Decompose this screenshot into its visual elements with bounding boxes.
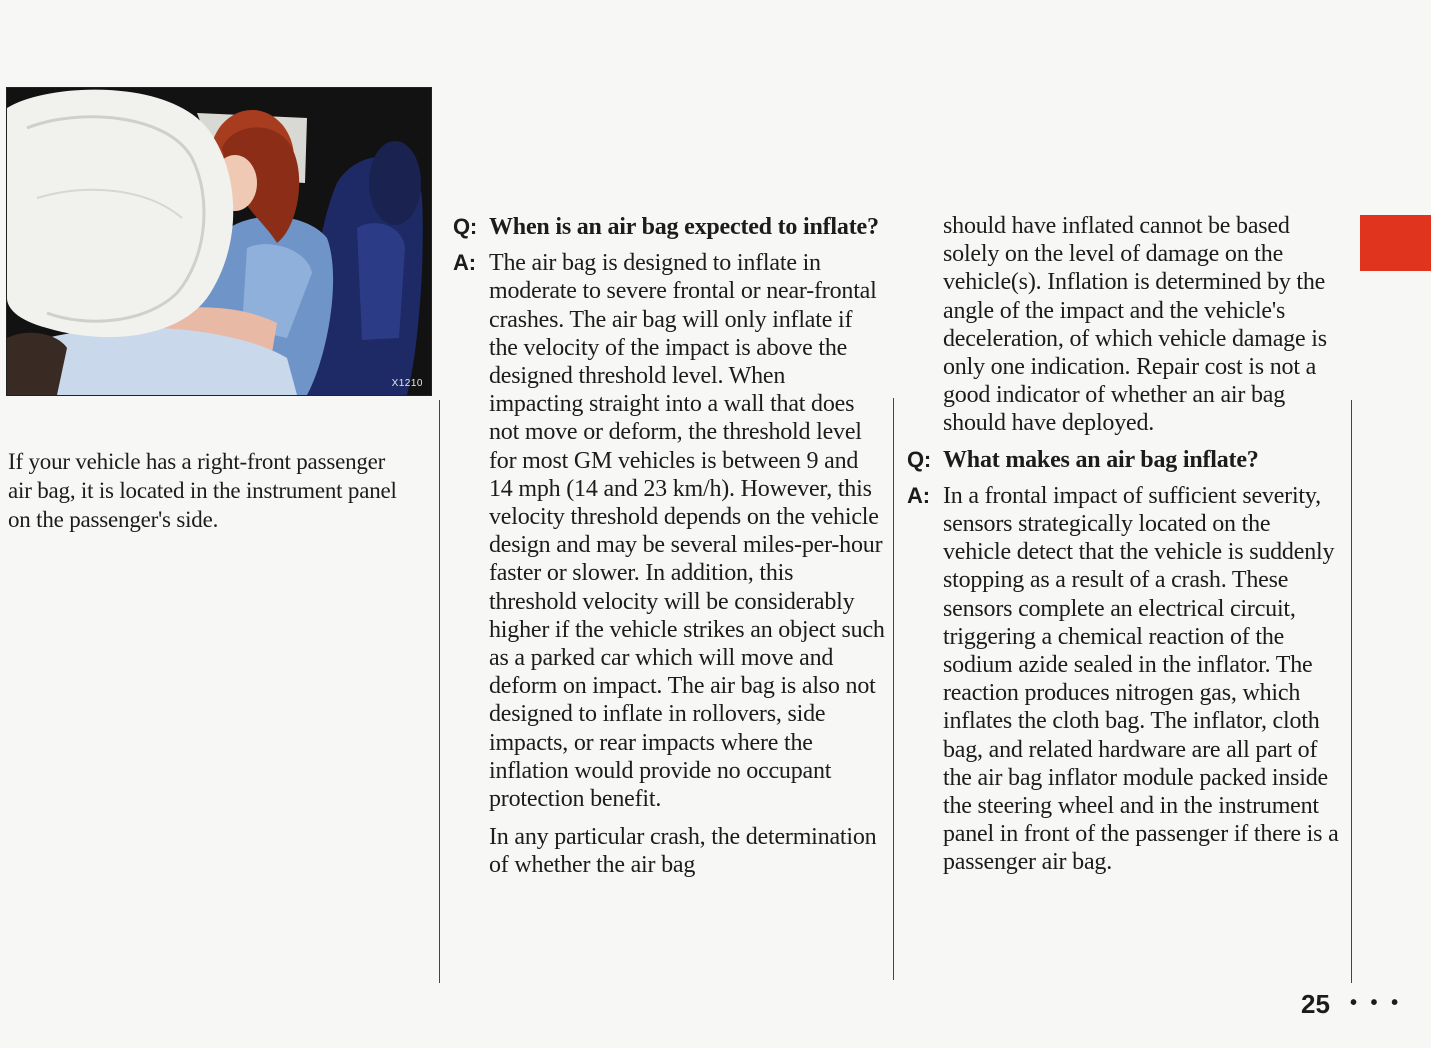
column-2	[907, 212, 1339, 877]
question-1-text: When is an air bag expected to inflate?	[489, 214, 879, 240]
illustration-caption: If your vehicle has a right-front passenger air bag, it is located in the instrument panel on the passenger's side.	[8, 449, 397, 532]
figure-code: X1210	[391, 378, 423, 389]
page-number: 25	[1301, 989, 1330, 1019]
question-2-text: What makes an air bag inflate?	[943, 446, 1259, 473]
answer-mark-label: A:	[453, 250, 476, 276]
question-1	[453, 213, 885, 241]
answer-1-text: The air bag is designed to inflate in moderate to severe frontal or near-frontal crashes. The air bag will only inflate if the velocity of the impact is above the designed threshold level. When impacting straight into a wall that does not move or deform, the threshold level for most GM vehicles is between 9 and 14 mph (14 and 23 km/h). However, this velocity threshold depends on the vehicle design and may be several miles-per-hour faster or slower. In addition, this threshold velocity will be considerably higher if the vehicle strikes an object such as a parked car which will move and deform on impact. The air bag is also not designed to inflate in rollovers, side impacts, or rear impacts where the inflation would provide no occupant protection benefit.	[489, 250, 885, 813]
column-rule-right	[1351, 400, 1352, 983]
column-rule-middle	[893, 398, 894, 980]
airbag-illustration	[6, 87, 432, 396]
answer-2-text: In a frontal impact of sufficient severity, sensors strategically located on the vehicle detect that the vehicle is suddenly stopping as a result of a crash. These sensors complete an electrical circuit, triggering a chemical reaction of the sodium azide sealed in the inflator. The reaction produces nitrogen gas, which inflates the cloth bag. The inflator, cloth bag, and related hardware are all part of the air bag inflator module packed inside the steering wheel and in the instrument panel in front of the passenger if there is a passenger air bag.	[943, 482, 1339, 876]
question-mark-label: Q:	[453, 214, 478, 239]
answer-2	[907, 482, 1339, 877]
column-rule-left	[439, 400, 440, 983]
airbag-passenger-illustration-icon	[7, 88, 431, 395]
answer-1	[453, 249, 885, 813]
continued-text: should have inflated cannot be based solely on the level of damage on the vehicle(s). Inflation is determined by the angle of the impact and the vehicle's deceleration, of which vehicle damage is only one indication. Repair cost is not a good indicator of whether an air bag should have deployed.	[943, 213, 1327, 437]
answer-mark-label: A:	[907, 482, 930, 508]
question-2	[907, 446, 1339, 474]
answer-1-continuation: In any particular crash, the determination of whether the air bag	[489, 824, 877, 879]
column-1	[453, 213, 885, 880]
page-dots: • • •	[1350, 992, 1403, 1014]
question-mark-label: Q:	[907, 446, 932, 472]
section-tab-marker	[1360, 215, 1431, 271]
